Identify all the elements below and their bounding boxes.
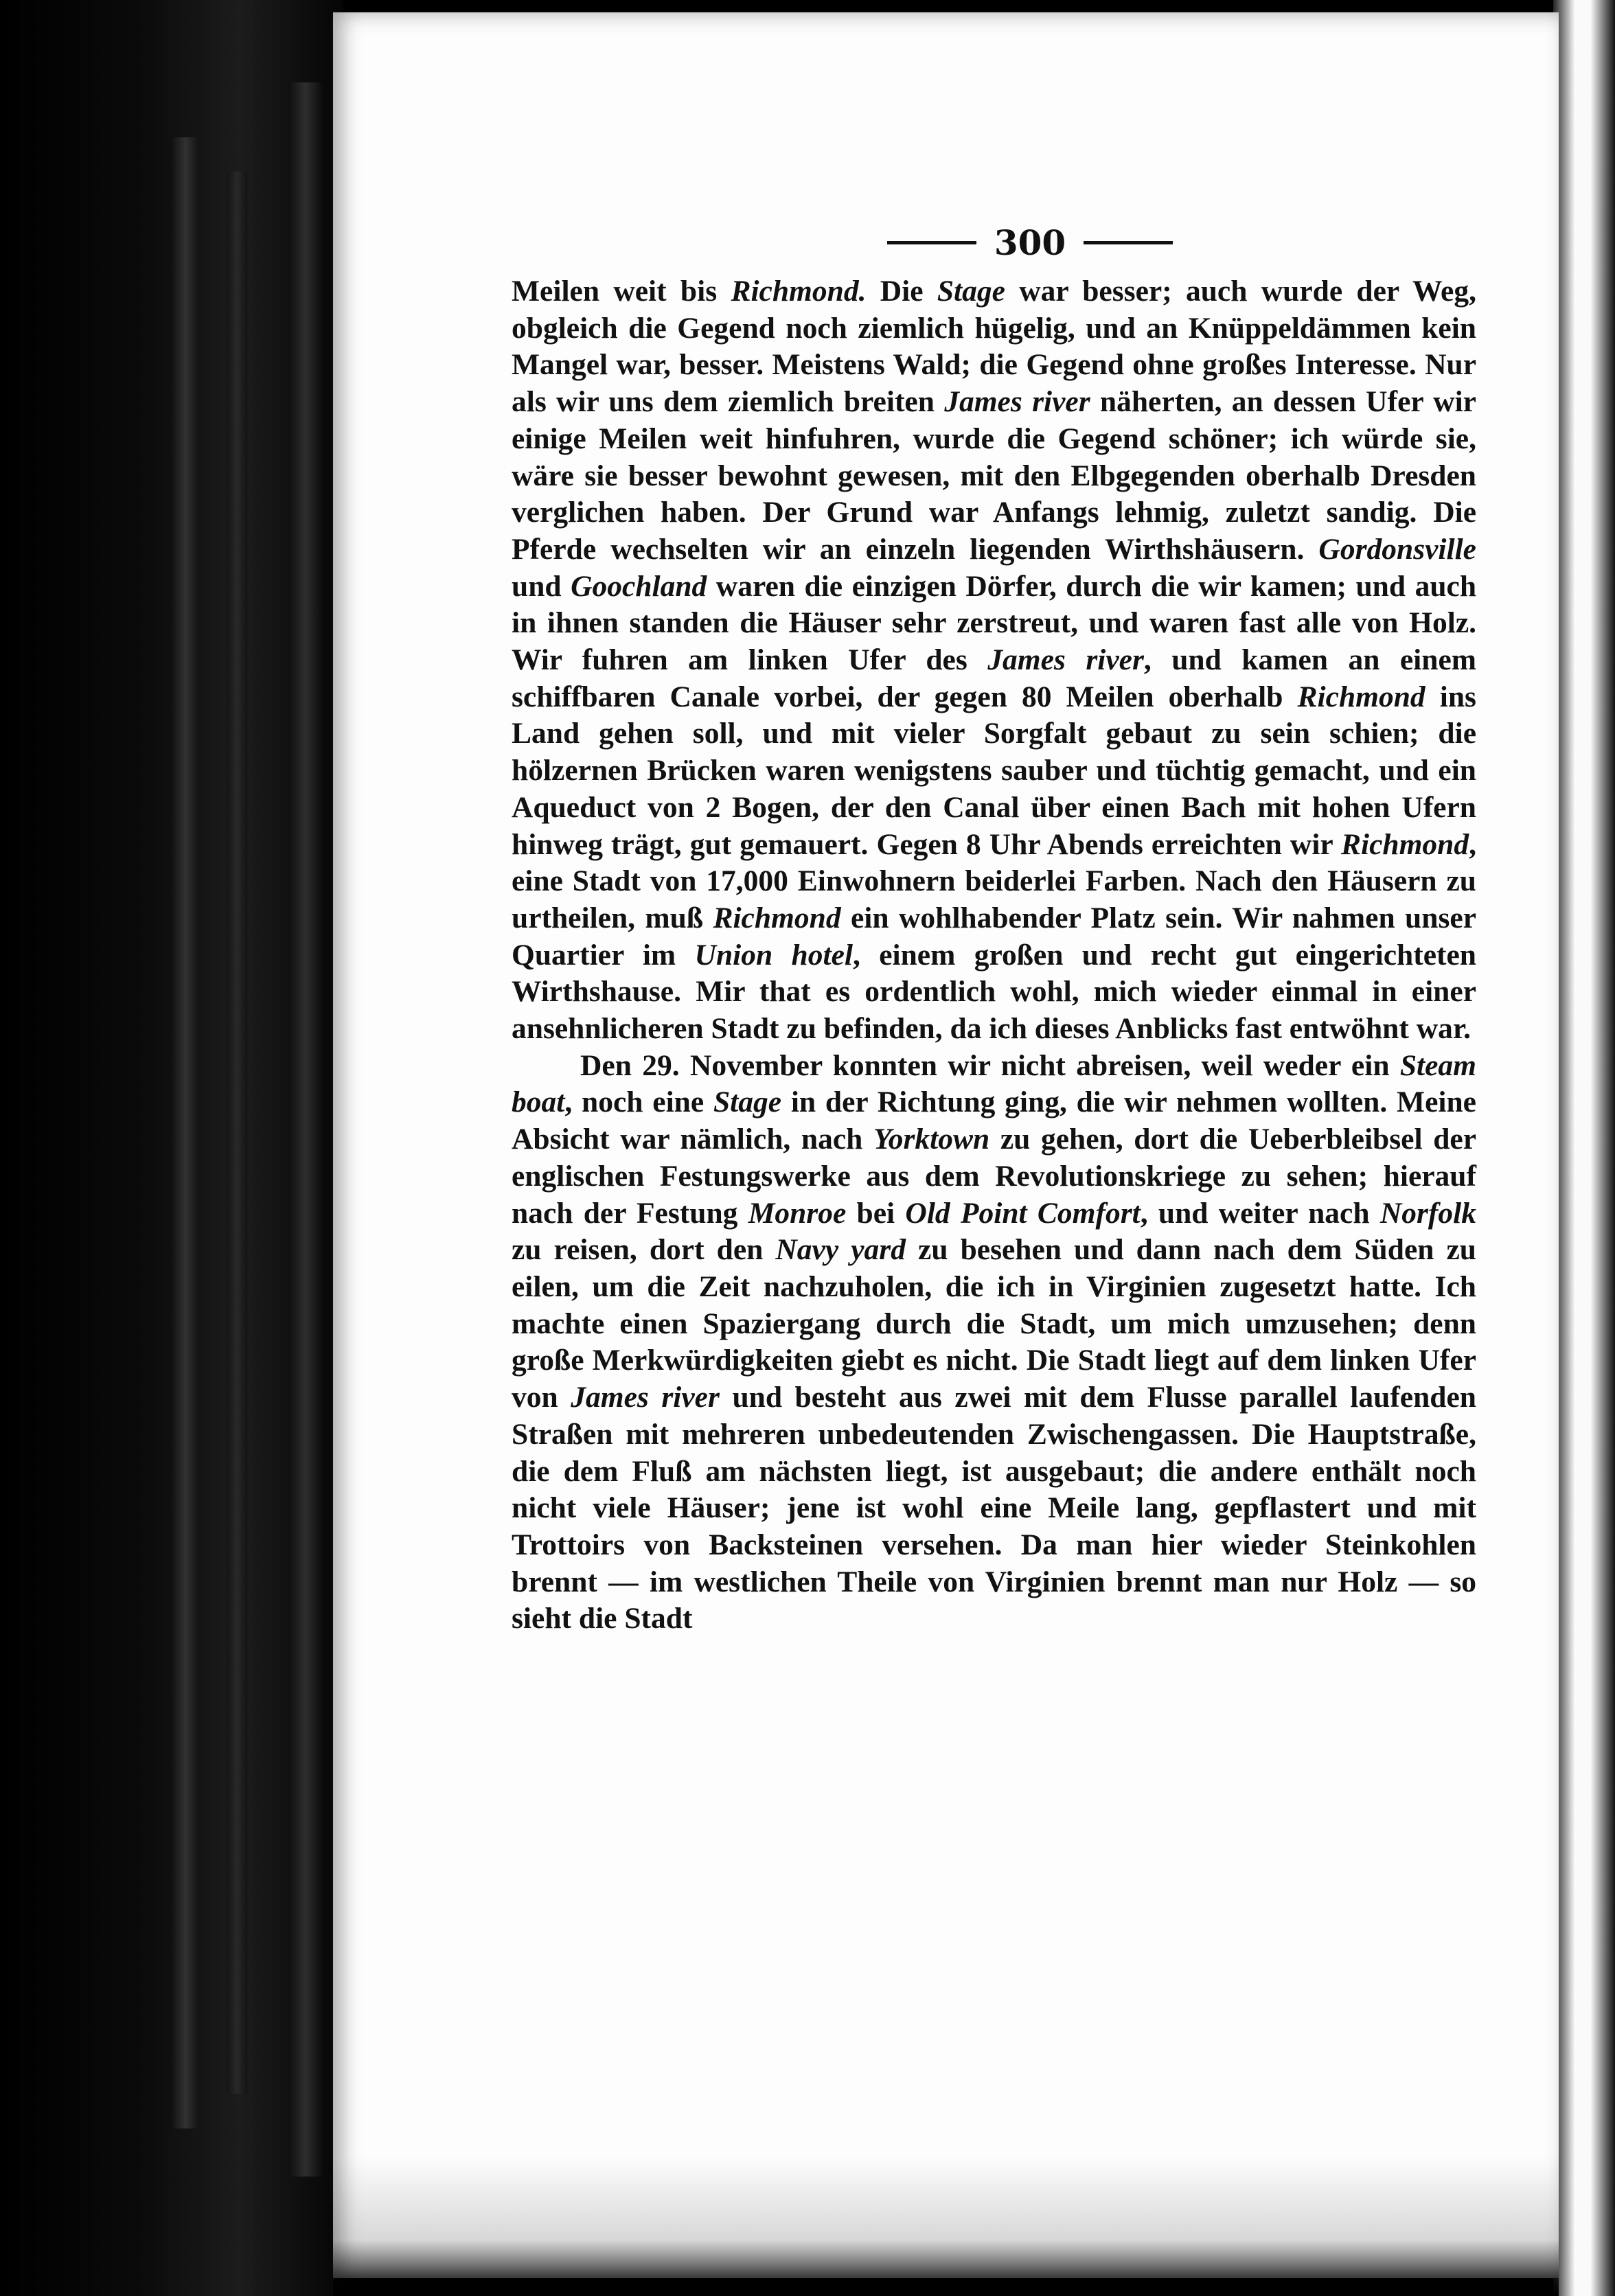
italic-term: Richmond: [713, 901, 841, 934]
text-run: waren die einzigen Dörfer, durch die wir kamen; und auch in ihnen standen die Häuser sehr zerstreut, und waren fast alle von Holz. Wir fuhren am linken Ufer des: [512, 569, 1477, 677]
text-run: zu reisen, dort den: [512, 1233, 776, 1267]
italic-term: James river: [987, 643, 1144, 677]
italic-term: Navy yard: [775, 1233, 906, 1267]
italic-term: Gordonsville: [1318, 532, 1476, 566]
italic-term: Yorktown: [873, 1123, 990, 1156]
italic-term: Monroe: [748, 1196, 847, 1230]
text-run: Die: [866, 275, 937, 308]
text-run: , und kamen an einem schiffbaren Canale vorbei, der gegen 80 Meilen oberhalb: [512, 643, 1476, 713]
text-run: , und weiter nach: [1140, 1196, 1380, 1230]
page-number: 300: [994, 222, 1066, 263]
text-run: näherten, an dessen Ufer wir einige Meilen weit hinfuhren, wurde die Gegend schöner; ich würde sie, wäre sie besser bewohnt gewesen, mit den Elbgegenden oberhalb Dresden verglichen haben. Der Grund war Anfangs lehmig, zuletzt sandig. Die Pferde wechselten wir an einzeln liegenden Wirthshäusern.: [512, 385, 1476, 566]
body-text: [512, 273, 1476, 1638]
text-run: , noch eine: [564, 1086, 713, 1119]
italic-term: Old Point Comfort: [905, 1196, 1141, 1230]
italic-term: James river: [944, 385, 1090, 419]
header-rule-right: [1084, 241, 1173, 244]
paragraph-p1: [512, 273, 1476, 1048]
header-rule-left: [887, 241, 976, 244]
page-bottom-shadow: [333, 2156, 1559, 2296]
italic-term: Richmond.: [731, 275, 867, 308]
page-header: [879, 218, 1181, 266]
italic-term: Union hotel: [694, 938, 853, 972]
book-edge-strip: [172, 137, 199, 2128]
text-run: ein wohlhabender Platz sein. Wir nahmen unser Quartier im: [512, 901, 1476, 972]
text-run: in der Richtung ging, die wir nehmen wollten. Meine Absicht war nämlich, nach: [512, 1086, 1476, 1156]
text-run: und besteht aus zwei mit dem Flusse parallel laufenden Straßen mit mehreren unbedeutenden Zwischengassen. Die Hauptstraße, die dem Fluß am nächsten liegt, ist ausgebaut; die andere enthält noch nicht viele Häuser; jene ist wohl eine Meile lang, gepflastert und mit Trottoirs von Backsteinen versehen. Da man hier wieder Steinkohlen brennt — im westlichen Theile von Virginien brennt man nur Holz — so sieht die Stadt: [512, 1381, 1476, 1635]
text-run: Den 29. November konnten wir nicht abreisen, weil weder ein: [580, 1048, 1400, 1082]
book-edge-strip: [227, 172, 247, 2094]
text-run: ins Land gehen soll, und mit vieler Sorgfalt gebaut zu sein schien; die hölzernen Brücken waren wenigstens sauber und tüchtig gemacht, und ein Aqueduct von 2 Bogen, der den Canal über einen Bach mit hohen Ufern hinweg trägt, gut gemauert. Gegen 8 Uhr Abends erreichten wir: [512, 680, 1476, 861]
text-run: und: [512, 569, 571, 603]
italic-term: Stage: [937, 275, 1005, 308]
scan-border-right: [1553, 0, 1615, 2296]
text-run: , einem großen und recht gut eingerichteten Wirthshause. Mir that es ordentlich wohl, mich wieder einmal in einer ansehnlicheren Stadt zu befinden, da ich dieses Anblicks fast entwöhnt war.: [512, 938, 1477, 1046]
text-run: zu besehen und dann nach dem Süden zu eilen, um die Zeit nachzuholen, die ich in Virginien zugesetzt hatte. Ich machte einen Spaziergang durch die Stadt, um mich umzusehen; denn große Merkwürdigkeiten giebt es nicht. Die Stadt liegt auf dem linken Ufer von: [512, 1233, 1476, 1414]
italic-term: Richmond: [1297, 680, 1425, 713]
italic-term: Richmond: [1340, 827, 1469, 861]
paragraph-p2: [512, 1048, 1476, 1638]
book-edge-strip: [288, 82, 323, 2177]
text-run: Meilen weit bis: [512, 275, 731, 308]
text-run: , eine Stadt von 17,000 Einwohnern beiderlei Farben. Nach den Häusern zu urtheilen, muß: [512, 827, 1476, 934]
text-run: war besser; auch wurde der Weg, obgleich die Gegend noch ziemlich hügelig, und an Knüppeldämmen kein Mangel war, besser. Meistens Wald; die Gegend ohne großes Interesse. Nur als wir uns dem ziemlich breiten: [512, 275, 1476, 419]
text-run: bei: [846, 1196, 906, 1230]
italic-term: Goochland: [571, 569, 707, 603]
italic-term: Steam boat: [512, 1048, 1476, 1119]
text-run: zu gehen, dort die Ueberbleibsel der englischen Festungswerke aus dem Revolutionskriege zu sehen; hierauf nach der Festung: [512, 1123, 1476, 1230]
italic-term: Norfolk: [1379, 1196, 1476, 1230]
italic-term: Stage: [713, 1086, 782, 1119]
italic-term: James river: [571, 1381, 720, 1414]
